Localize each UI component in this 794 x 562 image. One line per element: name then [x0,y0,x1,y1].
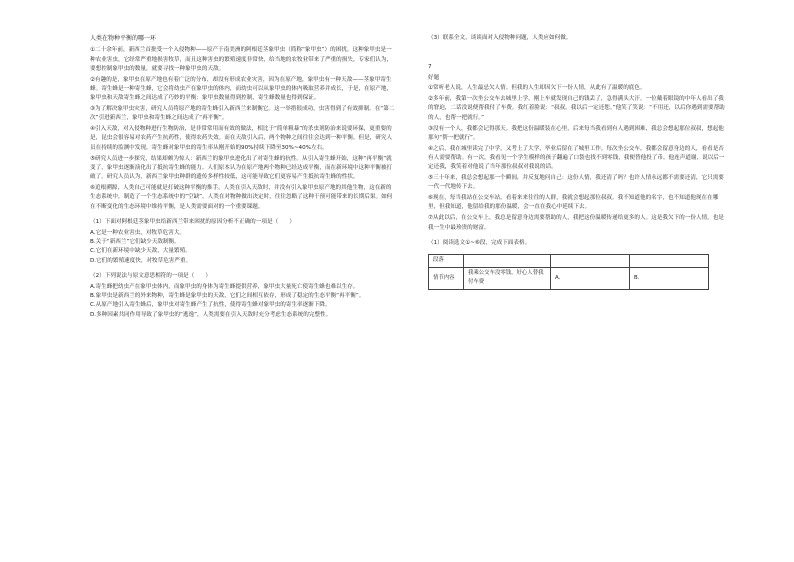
section-number: 7 [428,63,432,70]
table-cell [551,255,630,268]
question-stem: （1）下面对阿根廷茎象甲虫给新西兰带来困扰的原因分析不正确的一项是（ ） [90,218,295,225]
right-column [428,34,728,290]
paragraph: ②多年前，我第一次坐公交车去城里上学，刚上车就发现自己的钱丢了，急得满头大汗。一位戴着眼镜的中年人看出了我的窘迫，二话没说便帮我付了车费。我红着脸说：“叔叔，我以后一定还您。”他笑了笑说：“不用还，以后你遇到需要帮助的人，也帮一把就行。” [428,96,725,121]
paragraph: ⑤三十年来，我总会想起那一个瞬间，并反复地问自己：这份人情，我还清了吗？也许人情永远都不需要还清，它只需要一代一代地传下去。 [428,175,724,191]
option-c: C.它们在新环境中缺少天敌，大量繁殖。 [90,248,191,255]
option-a: A.它是一种农业害虫，对牧草危害大。 [90,229,186,236]
table-cell-filled: 我乘公交车没零钱，好心人替我付车费 [464,268,551,290]
answer-cell-b[interactable]: B. [630,268,709,290]
paragraph: ③没有一个人，我都会记得那天。我把这份温暖装在心里，后来每当我看到有人遇到困难，我总会想起那位叔叔，想起他那句“帮一把就行”。 [428,125,724,141]
paragraph: ⑦从此以后，在公交车上，我总是留意身边需要帮助的人，我把这份温暖传递给更多的人。这是我欠下的一份人情，也是我一生中最珍贵的财富。 [428,215,724,231]
paragraph: ④引入天敌，对入侵物种进行生物防治，是非常常用而有效的做法，相比于“简单粗暴”的杀虫剂防治来说要环保，更重要的是，昆虫会很容易对农药产生抗药性，使得农药失效。而在天敌引入后，两个物种之间往往会达到一种平衡。但是，研究人员在持续的监测中发现，寄生蜂对象甲虫的寄生率从刚开始的90%持续下降至30%~40%左右。 [90,126,393,151]
question-3: （3）联系全文，谈谈面对入侵物种问题，人类应如何做。 [428,35,572,41]
option-c: C.从原产地引入寄生蜂后，象甲虫对寄生蜂产生了抗性，使得寄生蜂对象甲虫的寄生率逐渐下降。 [90,302,331,309]
paragraph: ⑥追根溯源，人类自己可能就是打破这种平衡的推手。人类在引入天敌时，并没有引入象甲虫原产地的其他生物，这在新的生态系统中，制造了一个生态系统中的“空缺”。人类在对物种做出决定时，往往忽略了这种干预可能带来的长期后果。如何在不断变化的生态环境中维持平衡，是人类需要面对的一个重要课题。 [90,184,393,210]
option-d: D.它们的繁殖速度快，对牧草危害严重。 [90,257,192,264]
question-2 [90,272,396,320]
left-column [90,34,396,320]
table-col-label: 段落 [429,255,464,268]
option-b: B.关于“新西兰”它们缺少天敌制衡。 [90,238,180,245]
article-title: 人类在物种平衡的哪一环 [90,35,157,42]
option-d: D.多种因素共同作用导致了象甲虫的“逃逸”，人类需要在引入天敌时充分考虑生态系统的完整性。 [90,311,332,318]
table-cell [464,255,551,268]
answer-cell-a[interactable]: A. [551,268,630,290]
plot-table [428,254,709,290]
table-question: （1）阅读选文①~⑥段，完成下面表格。 [428,239,531,246]
paragraph: ④之后，我在城里读完了中学，又考上了大学，毕业后留在了城里工作。每次坐公交车，我都会留意身边的人，看看是否有人需要帮助。有一次，我看见一个学生模样的孩子翻遍了口袋也找不到零钱，我便替他投了币。他连声道谢，说以后一定还我，我笑着对他说了当年那位叔叔对我说的话。 [428,145,725,171]
section-title: 好题 [428,74,440,81]
paragraph: ③为了解决象甲虫灾害，研究人员将原产地的寄生蜂引入新西兰来制衡它。这一举措很成功，虫害得到了有效抑制。在“第二次”引进新西兰，象甲虫和寄生蜂之间达成了“再平衡”。 [90,106,395,122]
paragraph: ②有趣的是，象甲虫在原产地也有着广泛的分布，却没有形成农业灾害，因为在原产地，象甲虫有一种天敌——茎象甲寄生蜂。寄生蜂是一种寄生蜂，它会将幼虫产在象甲虫的体内，而幼虫可以从象甲虫的体内吸取营养并成长，于是，在原产地，象甲虫和天敌寄生蜂之间达成了巧妙的平衡：象甲虫数量得到控制，寄生蜂数量也得到保证。 [90,76,393,102]
paragraph: ⑥现在，每当我站在公交车站，看着来来往往的人群，我就会想起那位叔叔。我不知道他的名字，也不知道他现在在哪里，但我知道，他留给我的那份温暖，会一直在我心中延续下去。 [428,195,719,211]
option-a: A.寄生蜂把幼虫产在象甲虫体内，而象甲虫的身体为寄生蜂提供营养，象甲虫大量死亡使寄生蜂也难以生存。 [90,283,359,290]
question-stem: （2）下列说法与原文意思相符的一项是（ ） [90,272,212,279]
paragraph: ①常听老人说，人生最忌欠人情。但我的人生却因欠下一份人情，从此有了温暖的底色。 [428,85,646,92]
question-1 [90,218,396,266]
paragraph: ①二十余年前，新西兰首批受一个入侵物种——原产于南美洲的阿根廷茎象甲虫（简称“象甲虫”）的困扰。这种象甲虫是一种农业害虫，它经常严重地损害牧草，而且这种害虫的繁殖速度非常快，给当地的农牧业带来了严重的损失。专家们认为，要想控制象甲虫的数量，就要寻找一种象甲虫的天敌。 [90,47,393,72]
paragraph: ⑤研究人员进一步探究，结果却颇为惊人：新西兰的象甲虫进化出了对寄生蜂的抗性。从引入寄生蜂开始，这种“再平衡”就变了，象甲虫逐渐演化出了抵抗寄生蜂的能力。人们原本认为在原产地两个物种已经达成平衡，而在新环境中这种平衡被打破了。研究人员认为，新西兰象甲虫种群的遗传多样性较低，这可能导致它们更容易产生抵抗寄生蜂的性状。 [90,155,393,181]
option-b: B.象甲虫是新西兰的外来物种，寄生蜂是象甲虫的天敌，它们之间相互依存，形成了稳定的生态平衡“再平衡”。 [90,292,365,299]
table-cell [630,255,709,268]
answer-space [428,51,728,57]
table-row-label: 情节内容 [429,268,464,290]
